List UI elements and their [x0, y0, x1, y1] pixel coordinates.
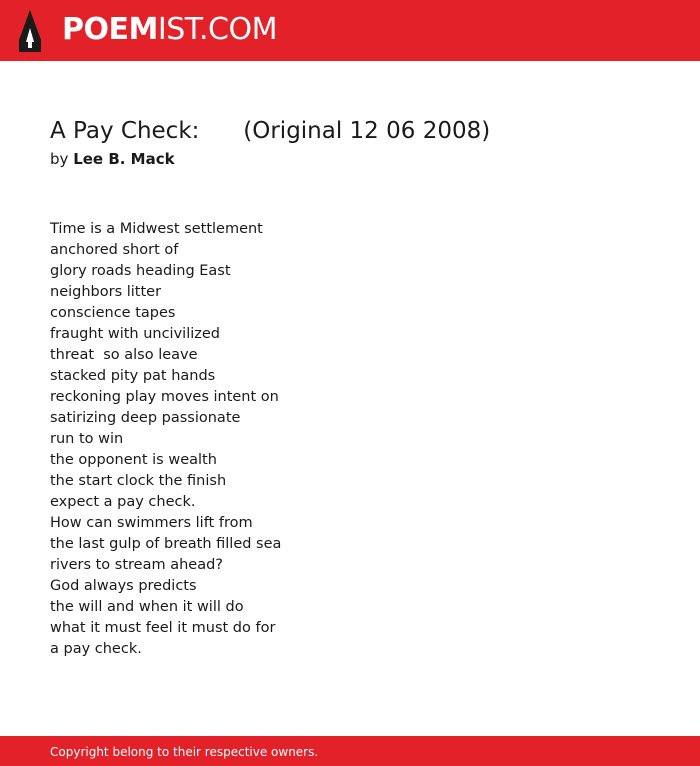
poem-line: How can swimmers lift from	[50, 515, 253, 531]
poem-line: rivers to stream ahead?	[50, 557, 223, 573]
poem-title: A Pay Check: (Original 12 06 2008)	[50, 118, 491, 144]
logo-light-text: IST.COM	[157, 12, 277, 47]
poem-line: a pay check.	[50, 641, 142, 657]
poem-line: anchored short of	[50, 242, 179, 258]
logo-bold-text: POEM	[62, 12, 158, 47]
pencil-logo-icon[interactable]	[17, 10, 43, 52]
site-logo[interactable]	[62, 11, 277, 49]
poem-line: threat so also leave	[50, 347, 198, 363]
by-label: by	[50, 150, 69, 168]
poem-line: run to win	[50, 431, 124, 447]
poem-line: satirizing deep passionate	[50, 410, 241, 426]
poem-line: the last gulp of breath filled sea	[50, 536, 282, 552]
poem-line: stacked pity pat hands	[50, 368, 216, 384]
poem-line: God always predicts	[50, 578, 197, 594]
poem-body	[50, 219, 281, 660]
copyright-text: Copyright belong to their respective owners.	[50, 745, 319, 759]
site-header	[0, 0, 700, 61]
poem-line: the will and when it will do	[50, 599, 244, 615]
poem-line: expect a pay check.	[50, 494, 196, 510]
byline	[50, 149, 175, 169]
poem-line: the opponent is wealth	[50, 452, 217, 468]
site-footer	[0, 736, 700, 766]
poem-line: Time is a Midwest settlement	[50, 221, 263, 237]
poem-line: what it must feel it must do for	[50, 620, 276, 636]
poem-line: fraught with uncivilized	[50, 326, 220, 342]
poem-line: glory roads heading East	[50, 263, 231, 279]
poem-line: neighbors litter	[50, 284, 162, 300]
poem-line: the start clock the finish	[50, 473, 227, 489]
poem-line: conscience tapes	[50, 305, 176, 321]
poem-line: reckoning play moves intent on	[50, 389, 279, 405]
author-name: Lee B. Mack	[73, 150, 175, 168]
